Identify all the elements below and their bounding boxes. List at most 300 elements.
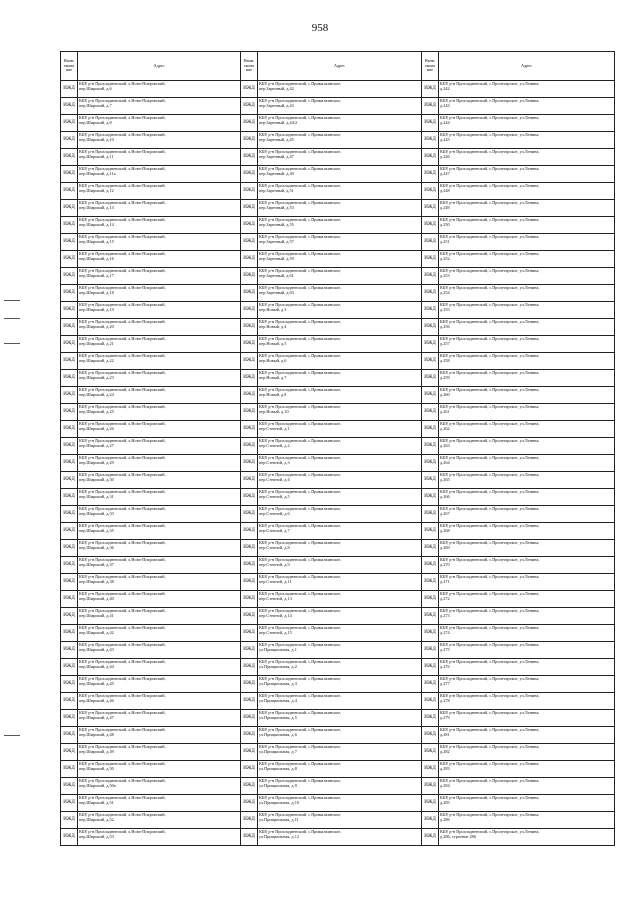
address-cell <box>439 540 615 557</box>
table-row <box>61 438 615 455</box>
object-type-cell: ИЖД <box>241 727 258 744</box>
object-type-cell: ИЖД <box>241 98 258 115</box>
margin-mark <box>4 343 20 344</box>
object-type-cell: ИЖД <box>241 251 258 268</box>
table-row <box>61 472 615 489</box>
address-line: д.252 <box>440 256 450 262</box>
address-line: КБР, р-н Прохладненский, с.Пролетарское, ул.Ленина, <box>440 574 540 579</box>
table-row <box>61 81 615 98</box>
address-cell <box>439 761 615 778</box>
address-cell <box>439 200 615 217</box>
object-type-cell: ИЖД <box>422 761 439 778</box>
address-cell <box>78 744 241 761</box>
table-row <box>61 812 615 829</box>
address-cell <box>439 404 615 421</box>
address-cell <box>258 778 422 795</box>
address-line: КБР, р-н Прохладненский, с.Прималкинское, <box>259 438 342 443</box>
address-line: КБР, р-н Прохладненский, х.Ново-Покровский, <box>79 591 166 596</box>
address-line: д.251 <box>440 239 450 245</box>
address-line: КБР, р-н Прохладненский, х.Ново-Покровский, <box>79 370 166 375</box>
address-cell <box>439 829 615 846</box>
table-row <box>61 285 615 302</box>
address-line: КБР, р-н Прохладненский, с.Прималкинское, <box>259 421 342 426</box>
address-line: пер.Широкий, д.45 <box>79 681 114 687</box>
table-row <box>61 132 615 149</box>
address-line: пер.Заречный, д.53 <box>259 205 294 211</box>
address-line: д.262 <box>440 426 450 432</box>
address-cell <box>78 336 241 353</box>
object-type-cell: ИЖД <box>61 421 78 438</box>
address-line: д.261 <box>440 409 450 415</box>
table-row <box>61 557 615 574</box>
object-type-cell: ИЖД <box>61 370 78 387</box>
object-type-cell: ИЖД <box>422 574 439 591</box>
address-line: КБР, р-н Прохладненский, с.Пролетарское, ул.Ленина, <box>440 659 540 664</box>
address-line: КБР, р-н Прохладненский, с.Пролетарское, ул.Ленина, <box>440 472 540 477</box>
address-line: КБР, р-н Прохладненский, с.Прималкинское, <box>259 336 342 341</box>
table-row <box>61 268 615 285</box>
object-type-cell: ИЖД <box>241 387 258 404</box>
margin-mark <box>4 318 20 319</box>
address-line: д.268 <box>440 528 450 534</box>
table-row <box>61 744 615 761</box>
address-line: КБР, р-н Прохладненский, с.Пролетарское, ул.Ленина, <box>440 217 540 222</box>
address-line: д.274 <box>440 630 450 636</box>
address-line: пер.Новый, д.10 <box>259 409 289 415</box>
address-line: КБР, р-н Прохладненский, х.Ново-Покровский, <box>79 506 166 511</box>
address-cell <box>258 132 422 149</box>
address-cell <box>78 132 241 149</box>
object-type-cell: ИЖД <box>241 438 258 455</box>
object-type-cell: ИЖД <box>422 489 439 506</box>
address-line: д.276 <box>440 664 450 670</box>
address-line: КБР, р-н Прохладненский, с.Пролетарское, ул.Ленина, <box>440 778 540 783</box>
address-cell <box>439 353 615 370</box>
address-line: КБР, р-н Прохладненский, с.Прималкинское, <box>259 387 342 392</box>
address-line: КБР, р-н Прохладненский, х.Ново-Покровский, <box>79 574 166 579</box>
address-line: д.255 <box>440 307 450 313</box>
object-type-cell: ИЖД <box>422 98 439 115</box>
address-line: пер.Заречный, д.59 <box>259 256 294 262</box>
address-line: КБР, р-н Прохладненский, с.Пролетарское, ул.Ленина, <box>440 625 540 630</box>
address-line: д.284 <box>440 783 450 789</box>
object-type-cell: ИЖД <box>61 642 78 659</box>
object-type-cell: ИЖД <box>422 217 439 234</box>
address-cell <box>78 217 241 234</box>
object-type-cell: ИЖД <box>422 778 439 795</box>
address-line: пер.Широкий, д.49 <box>79 749 114 755</box>
address-line: ул.Прищкольная, д.3 <box>259 681 297 687</box>
object-type-cell: ИЖД <box>422 506 439 523</box>
object-type-cell: ИЖД <box>61 540 78 557</box>
table-row <box>61 761 615 778</box>
address-line: КБР, р-н Прохладненский, с.Пролетарское, ул.Ленина, <box>440 506 540 511</box>
address-line: пер.Широкий, д.41 <box>79 613 114 619</box>
table-row <box>61 795 615 812</box>
address-cell <box>78 642 241 659</box>
address-line: пер.Широкий, д.24 <box>79 392 114 398</box>
address-cell <box>258 523 422 540</box>
table-row <box>61 404 615 421</box>
address-cell <box>439 625 615 642</box>
table-row <box>61 455 615 472</box>
object-type-cell: ИЖД <box>422 676 439 693</box>
address-line: КБР, р-н Прохладненский, с.Прималкинское, <box>259 268 342 273</box>
address-cell <box>78 625 241 642</box>
object-type-cell: ИЖД <box>422 642 439 659</box>
address-cell <box>78 98 241 115</box>
margin-mark <box>4 300 20 301</box>
address-line: КБР, р-н Прохладненский, х.Ново-Покровский, <box>79 268 166 273</box>
object-type-cell: ИЖД <box>422 268 439 285</box>
address-cell <box>439 421 615 438</box>
address-line: КБР, р-н Прохладненский, х.Ново-Покровский, <box>79 285 166 290</box>
address-line: КБР, р-н Прохладненский, х.Ново-Покровский, <box>79 166 166 171</box>
address-cell <box>439 489 615 506</box>
object-type-cell: ИЖД <box>422 319 439 336</box>
table-row <box>61 659 615 676</box>
object-type-cell: ИЖД <box>422 353 439 370</box>
address-line: КБР, р-н Прохладненский, х.Ново-Покровский, <box>79 829 166 834</box>
object-type-cell: ИЖД <box>241 710 258 727</box>
address-line: пер.Степной, д.15 <box>259 630 292 636</box>
address-cell <box>439 166 615 183</box>
object-type-cell: ИЖД <box>61 795 78 812</box>
address-line: КБР, р-н Прохладненский, с.Прималкинское, <box>259 710 342 715</box>
address-cell <box>78 251 241 268</box>
address-line: КБР, р-н Прохладненский, х.Ново-Покровский, <box>79 608 166 613</box>
address-line: д.242 <box>440 86 450 92</box>
object-type-cell: ИЖД <box>61 727 78 744</box>
address-line: пер.Широкий, д.21 <box>79 341 114 347</box>
address-cell <box>439 302 615 319</box>
address-line: пер.Заречный, д.43 <box>259 103 294 109</box>
address-cell <box>258 574 422 591</box>
address-line: КБР, р-н Прохладненский, с.Пролетарское, ул.Ленина, <box>440 183 540 188</box>
address-line: пер.Степной, д.13 <box>259 596 292 602</box>
address-cell <box>78 812 241 829</box>
address-line: д.243 <box>440 103 450 109</box>
address-line: КБР, р-н Прохладненский, х.Ново-Покровский, <box>79 132 166 137</box>
object-type-cell: ИЖД <box>61 523 78 540</box>
address-cell <box>258 336 422 353</box>
address-line: пер.Степной, д.9 <box>259 562 290 568</box>
address-line: КБР, р-н Прохладненский, с.Пролетарское, ул.Ленина, <box>440 268 540 273</box>
address-line: КБР, р-н Прохладненский, с.Пролетарское, ул.Ленина, <box>440 404 540 409</box>
address-line: КБР, р-н Прохладненский, с.Прималкинское, <box>259 523 342 528</box>
address-line: пер.Степной, д.8 <box>259 545 290 551</box>
address-cell <box>78 778 241 795</box>
address-line: пер.Широкий, д.23 <box>79 375 114 381</box>
address-line: пер.Широкий, д.15 <box>79 239 114 245</box>
table-row <box>61 251 615 268</box>
address-line: КБР, р-н Прохладненский, с.Прималкинское, <box>259 200 342 205</box>
object-type-cell: ИЖД <box>422 710 439 727</box>
address-line: д.250 <box>440 222 450 228</box>
address-line: КБР, р-н Прохладненский, с.Прималкинское, <box>259 625 342 630</box>
address-cell <box>78 710 241 727</box>
address-line: КБР, р-н Прохладненский, с.Пролетарское, ул.Ленина, <box>440 234 540 239</box>
address-line: КБР, р-н Прохладненский, х.Ново-Покровский, <box>79 795 166 800</box>
address-cell <box>78 829 241 846</box>
address-cell <box>439 370 615 387</box>
object-type-cell: ИЖД <box>422 438 439 455</box>
address-line: КБР, р-н Прохладненский, с.Прималкинское, <box>259 812 342 817</box>
object-type-cell: ИЖД <box>61 115 78 132</box>
address-cell <box>258 744 422 761</box>
address-line: КБР, р-н Прохладненский, с.Прималкинское, <box>259 149 342 154</box>
address-line: пер.Широкий, д.26 <box>79 426 114 432</box>
object-type-cell: ИЖД <box>61 455 78 472</box>
address-line: КБР, р-н Прохладненский, с.Пролетарское, ул.Ленина, <box>440 744 540 749</box>
address-line: пер.Широкий, д.8 <box>79 120 112 126</box>
address-line: КБР, р-н Прохладненский, х.Ново-Покровский, <box>79 319 166 324</box>
address-cell <box>258 812 422 829</box>
address-cell <box>78 540 241 557</box>
address-line: КБР, р-н Прохладненский, х.Ново-Покровский, <box>79 523 166 528</box>
address-line: КБР, р-н Прохладненский, с.Прималкинское, <box>259 217 342 222</box>
address-cell <box>439 217 615 234</box>
address-cell <box>439 659 615 676</box>
address-line: д.275 <box>440 647 450 653</box>
address-line: КБР, р-н Прохладненский, с.Пролетарское, ул.Ленина, <box>440 353 540 358</box>
address-line: КБР, р-н Прохладненский, с.Прималкинское, <box>259 659 342 664</box>
object-type-cell: ИЖД <box>241 149 258 166</box>
address-line: пер.Новый, д.8 <box>259 392 287 398</box>
address-line: КБР, р-н Прохладненский, с.Прималкинское, <box>259 370 342 375</box>
table-row <box>61 200 615 217</box>
address-cell <box>439 455 615 472</box>
object-type-cell: ИЖД <box>422 557 439 574</box>
address-line: пер.Широкий, д.7 <box>79 103 112 109</box>
address-line: пер.Широкий, д.13 <box>79 205 114 211</box>
address-line: КБР, р-н Прохладненский, с.Пролетарское, ул.Ленина, <box>440 319 540 324</box>
object-type-cell: ИЖД <box>241 234 258 251</box>
address-cell <box>258 693 422 710</box>
object-type-cell: ИЖД <box>422 234 439 251</box>
address-line: пер.Широкий, д.27 <box>79 443 114 449</box>
address-cell <box>439 251 615 268</box>
object-type-cell: ИЖД <box>61 81 78 98</box>
table-row <box>61 149 615 166</box>
address-cell <box>439 727 615 744</box>
address-line: пер.Степной, д.6 <box>259 511 290 517</box>
object-type-cell: ИЖД <box>241 574 258 591</box>
address-line: пер.Новый, д.4 <box>259 324 287 330</box>
address-line: пер.Широкий, д.47 <box>79 715 114 721</box>
margin-mark <box>4 735 20 736</box>
address-line: КБР, р-н Прохладненский, с.Пролетарское, ул.Ленина, <box>440 336 540 341</box>
address-line: КБР, р-н Прохладненский, х.Ново-Покровский, <box>79 812 166 817</box>
address-line: КБР, р-н Прохладненский, с.Пролетарское, ул.Ленина, <box>440 251 540 256</box>
address-cell <box>78 268 241 285</box>
object-type-cell: ИЖД <box>61 557 78 574</box>
address-line: КБР, р-н Прохладненский, х.Ново-Покровский, <box>79 183 166 188</box>
address-cell <box>78 438 241 455</box>
address-line: д.281 <box>440 732 450 738</box>
table-row <box>61 183 615 200</box>
address-cell <box>78 370 241 387</box>
object-type-cell: ИЖД <box>241 744 258 761</box>
address-table <box>60 51 615 846</box>
object-type-cell: ИЖД <box>61 404 78 421</box>
address-line: КБР, р-н Прохладненский, с.Прималкинское, <box>259 132 342 137</box>
object-type-cell: ИЖД <box>241 370 258 387</box>
address-line: КБР, р-н Прохладненский, х.Ново-Покровский, <box>79 302 166 307</box>
address-line: КБР, р-н Прохладненский, с.Пролетарское, ул.Ленина, <box>440 370 540 375</box>
address-cell <box>258 455 422 472</box>
address-line: пер.Заречный, д.55 <box>259 222 294 228</box>
object-type-cell: ИЖД <box>241 829 258 846</box>
address-line: д.273 <box>440 613 450 619</box>
object-type-cell: ИЖД <box>61 268 78 285</box>
address-cell <box>78 608 241 625</box>
object-type-cell: ИЖД <box>422 370 439 387</box>
address-line: пер.Широкий, д.44 <box>79 664 114 670</box>
address-line: КБР, р-н Прохладненский, х.Ново-Покровский, <box>79 98 166 103</box>
address-line: ул.Прищкольная, д.1 <box>259 647 297 653</box>
address-line: КБР, р-н Прохладненский, с.Прималкинское, <box>259 115 342 120</box>
address-cell <box>439 132 615 149</box>
address-line: КБР, р-н Прохладненский, с.Прималкинское, <box>259 404 342 409</box>
address-line: КБР, р-н Прохладненский, с.Пролетарское, ул.Ленина, <box>440 523 540 528</box>
address-line: КБР, р-н Прохладненский, х.Ново-Покровский, <box>79 710 166 715</box>
address-cell <box>78 795 241 812</box>
address-line: пер.Широкий, д.11а <box>79 171 116 177</box>
address-line: КБР, р-н Прохладненский, с.Пролетарское, ул.Ленина, <box>440 608 540 613</box>
address-line: КБР, р-н Прохладненский, с.Пролетарское, ул.Ленина, <box>440 200 540 205</box>
address-line: д.257 <box>440 341 450 347</box>
address-line: д.266 <box>440 494 450 500</box>
object-type-cell: ИЖД <box>422 200 439 217</box>
address-cell <box>258 829 422 846</box>
object-type-cell: ИЖД <box>422 625 439 642</box>
object-type-cell: ИЖД <box>61 506 78 523</box>
object-type-cell: ИЖД <box>61 472 78 489</box>
object-type-cell: ИЖД <box>422 795 439 812</box>
object-type-cell: ИЖД <box>241 285 258 302</box>
address-line: пер.Широкий, д.37 <box>79 562 114 568</box>
table-body <box>61 81 615 846</box>
object-type-cell: ИЖД <box>241 693 258 710</box>
object-type-cell: ИЖД <box>422 387 439 404</box>
address-line: д.283 <box>440 766 450 772</box>
address-line: пер.Широкий, д.11 <box>79 154 114 160</box>
address-cell <box>439 183 615 200</box>
address-line: д.272 <box>440 596 450 602</box>
address-line: д.248 <box>440 188 450 194</box>
address-line: пер.Широкий, д.29 <box>79 460 114 466</box>
address-line: КБР, р-н Прохладненский, с.Прималкинское, <box>259 744 342 749</box>
object-type-cell: ИЖД <box>61 234 78 251</box>
address-line: КБР, р-н Прохладненский, с.Прималкинское, <box>259 557 342 562</box>
address-line: д.245 <box>440 137 450 143</box>
address-line: ул.Прищкольная, д.2 <box>259 664 297 670</box>
address-line: КБР, р-н Прохладненский, х.Ново-Покровский, <box>79 693 166 698</box>
object-type-cell: ИЖД <box>241 642 258 659</box>
address-line: КБР, р-н Прохладненский, с.Пролетарское, ул.Ленина, <box>440 693 540 698</box>
object-type-cell: ИЖД <box>422 829 439 846</box>
object-type-cell: ИЖД <box>61 149 78 166</box>
address-cell <box>78 659 241 676</box>
address-line: ул.Прищкольная, д.5 <box>259 715 297 721</box>
address-line: КБР, р-н Прохладненский, с.Пролетарское, ул.Ленина, <box>440 676 540 681</box>
address-line: ул.Прищкольная, д.8 <box>259 766 297 772</box>
address-line: д.278 <box>440 698 450 704</box>
table-row <box>61 302 615 319</box>
address-line: пер.Широкий, д.20 <box>79 324 114 330</box>
address-line: пер.Широкий, д.33 <box>79 511 114 517</box>
object-type-cell: ИЖД <box>61 302 78 319</box>
address-line: ул.Прищкольная, д.4 <box>259 698 297 704</box>
address-line: пер.Широкий, д.17 <box>79 273 114 279</box>
object-type-cell: ИЖД <box>241 761 258 778</box>
address-cell <box>439 268 615 285</box>
address-line: КБР, р-н Прохладненский, х.Ново-Покровский, <box>79 217 166 222</box>
address-line: ул.Прищкольная, д.11 <box>259 817 299 823</box>
address-cell <box>258 268 422 285</box>
table-row <box>61 353 615 370</box>
object-type-cell: ИЖД <box>241 421 258 438</box>
address-cell <box>78 472 241 489</box>
table-row <box>61 115 615 132</box>
object-type-cell: ИЖД <box>422 251 439 268</box>
table-row <box>61 778 615 795</box>
address-line: пер.Степной, д.14 <box>259 613 292 619</box>
address-cell <box>78 81 241 98</box>
address-line: пер.Степной, д.11 <box>259 579 292 585</box>
address-cell <box>78 183 241 200</box>
address-cell <box>439 778 615 795</box>
address-line: КБР, р-н Прохладненский, с.Пролетарское, ул.Ленина, <box>440 438 540 443</box>
object-type-cell: ИЖД <box>61 200 78 217</box>
address-line: КБР, р-н Прохладненский, х.Ново-Покровский, <box>79 404 166 409</box>
address-cell <box>78 404 241 421</box>
object-type-cell: ИЖД <box>61 710 78 727</box>
address-cell <box>78 761 241 778</box>
address-line: пер.Широкий, д.22 <box>79 358 114 364</box>
address-line: пер.Степной, д.4 <box>259 477 290 483</box>
address-line: КБР, р-н Прохладненский, с.Прималкинское, <box>259 727 342 732</box>
address-cell <box>258 642 422 659</box>
address-line: КБР, р-н Прохладненский, с.Пролетарское, ул.Ленина, <box>440 812 540 817</box>
address-line: КБР, р-н Прохладненский, с.Прималкинское, <box>259 540 342 545</box>
address-line: КБР, р-н Прохладненский, с.Прималкинское, <box>259 506 342 511</box>
address-cell <box>78 149 241 166</box>
table-row <box>61 336 615 353</box>
address-line: КБР, р-н Прохладненский, с.Прималкинское, <box>259 489 342 494</box>
object-type-cell: ИЖД <box>61 489 78 506</box>
object-type-cell: ИЖД <box>61 625 78 642</box>
address-line: КБР, р-н Прохладненский, х.Ново-Покровский, <box>79 438 166 443</box>
object-type-cell: ИЖД <box>422 659 439 676</box>
address-cell <box>258 115 422 132</box>
address-line: д.286 <box>440 817 450 823</box>
address-line: пер.Широкий, д.50 <box>79 766 114 772</box>
address-line: пер.Заречный, д.63 <box>259 290 294 296</box>
object-type-cell: ИЖД <box>241 557 258 574</box>
object-type-cell: ИЖД <box>241 778 258 795</box>
table-row <box>61 421 615 438</box>
table-row <box>61 608 615 625</box>
address-line: пер.Широкий, д.48 <box>79 732 114 738</box>
address-line: КБР, р-н Прохладненский, х.Ново-Покровский, <box>79 761 166 766</box>
address-cell <box>439 319 615 336</box>
object-type-cell: ИЖД <box>422 744 439 761</box>
object-type-cell: ИЖД <box>241 455 258 472</box>
address-cell <box>439 557 615 574</box>
table-row <box>61 710 615 727</box>
